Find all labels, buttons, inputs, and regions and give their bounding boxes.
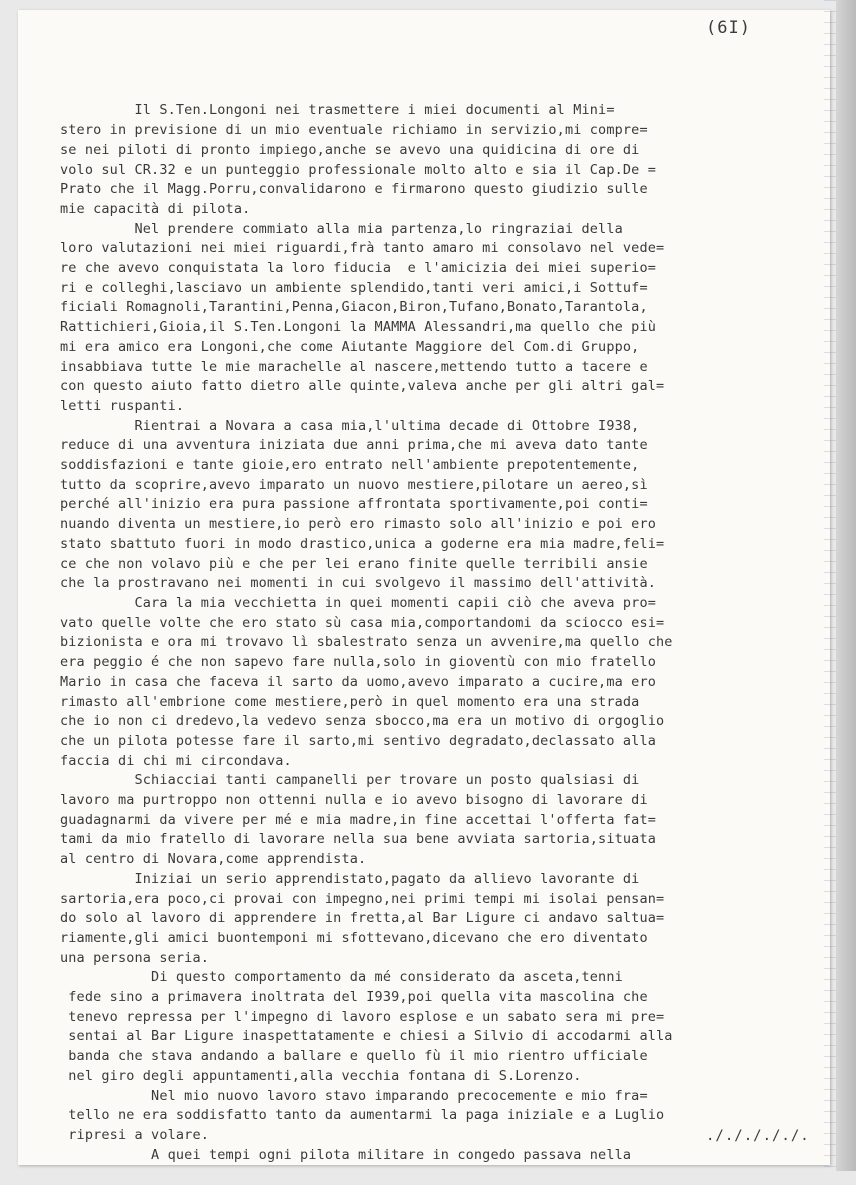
text-line: insabbiava tutte le mie marachelle al nascere,mettendo tutto a tacere e — [60, 358, 648, 375]
text-line: perché all'inizio era pura passione affrontata sportivamente,poi conti= — [60, 496, 648, 513]
text-line: faccia di chi mi circondava. — [60, 752, 292, 769]
text-line: ri e colleghi,lasciavo un ambiente splendido,tanti veri amici,i Sottuf= — [60, 279, 648, 296]
text-line: fede sino a primavera inoltrata del I939,poi quella vita mascolina che — [60, 989, 648, 1006]
text-line: lavoro ma purtroppo non ottenni nulla e io avevo bisogno di lavorare di — [60, 792, 648, 809]
text-line: rimasto all'embrione come mestiere,però in quel momento era una strada — [60, 693, 640, 710]
text-line: nel giro degli appuntamenti,alla vecchia fontana di S.Lorenzo. — [60, 1067, 582, 1084]
text-line: nuando diventa un mestiere,io però ero rimasto solo all'inizio e poi ero — [60, 516, 656, 533]
text-line: mie capacità di pilota. — [60, 200, 251, 217]
text-line: reduce di una avventura iniziata due anni prima,che mi aveva dato tante — [60, 437, 648, 454]
text-line: Nel prendere commiato alla mia partenza,lo ringraziai della — [60, 220, 623, 237]
text-line: do solo al lavoro di apprendere in fretta,al Bar Ligure ci andavo saltua= — [60, 910, 665, 927]
text-line: soddisfazioni e tante gioie,ero entrato nell'ambiente prepotentemente, — [60, 457, 640, 474]
text-line: al centro di Novara,come apprendista. — [60, 851, 367, 868]
text-line: se nei piloti di pronto impiego,anche se avevo una quidicina di ore di — [60, 141, 640, 158]
text-line: tami da mio fratello di lavorare nella sua bene avviata sartoria,situata — [60, 831, 656, 848]
text-line: Nel mio nuovo lavoro stavo imparando precocemente e mio fra= — [60, 1087, 648, 1104]
text-line: stero in previsione di un mio eventuale richiamo in servizio,mi compre= — [60, 122, 648, 139]
text-line: vato quelle volte che ero stato sù casa mia,comportandomi da sciocco esi= — [60, 614, 665, 631]
text-line: sartoria,era poco,ci provai con impegno,nei primi tempi mi isolai pensan= — [60, 890, 665, 907]
scan-edge — [836, 0, 856, 1171]
text-line: tenevo repressa per l'impegno di lavoro esplose e un sabato sera mi pre= — [60, 1008, 665, 1025]
text-line: loro valutazioni nei miei riguardi,frà tanto amaro mi consolavo nel vede= — [60, 240, 665, 257]
text-line: ficiali Romagnoli,Tarantini,Penna,Giacon,Biron,Tufano,Bonato,Tarantola, — [60, 299, 648, 316]
text-line: re che avevo conquistata la loro fiducia e l'amicizia dei miei superio= — [60, 260, 656, 277]
text-line: Prato che il Magg.Porru,convalidarono e firmarono questo giudizio sulle — [60, 181, 648, 198]
text-line: tutto da scoprire,avevo imparato un nuovo mestiere,pilotare un aereo,sì — [60, 476, 648, 493]
text-line: che io non ci dredevo,la vedevo senza sbocco,ma era un motivo di orgoglio — [60, 713, 665, 730]
text-line: Di questo comportamento da mé considerato da asceta,tenni — [60, 969, 623, 986]
text-line: ce che non volavo più e che per lei erano finite quelle terribili ansie — [60, 555, 648, 572]
page-number: (6I) — [706, 18, 751, 38]
text-line: A quei tempi ogni pilota militare in congedo passava nella — [60, 1146, 632, 1163]
text-line: volo sul CR.32 e un punteggio professionale molto alto e sia il Cap.De = — [60, 161, 656, 178]
text-line: bizionista e ora mi trovavo lì sbalestrato senza un avvenire,ma quello che — [60, 634, 673, 651]
text-lines — [60, 101, 820, 1165]
text-line: ripresi a volare. — [60, 1126, 209, 1143]
text-line: Il S.Ten.Longoni nei trasmettere i miei documenti al Mini= — [60, 102, 615, 119]
text-line: Rattichieri,Gioia,il S.Ten.Longoni la MAMMA Alessandri,ma quello che più — [60, 319, 656, 336]
text-line: Schiacciai tanti campanelli per trovare un posto qualsiasi di — [60, 772, 640, 789]
text-line: Rientrai a Novara a casa mia,l'ultima decade di Ottobre I938, — [60, 417, 640, 434]
text-line: letti ruspanti. — [60, 397, 185, 414]
text-line: sentai al Bar Ligure inaspettatamente e chiesi a Silvio di accodarmi alla — [60, 1028, 673, 1045]
text-line: banda che stava andando a ballare e quello fù il mio rientro ufficiale — [60, 1048, 648, 1065]
text-line: con questo aiuto fatto dietro alle quinte,valeva anche per gli altri gal= — [60, 378, 665, 395]
text-line: Cara la mia vecchietta in quei momenti capii ciò che aveva pro= — [60, 594, 656, 611]
text-line: Iniziai un serio apprendistato,pagato da allievo lavorante di — [60, 870, 640, 887]
text-line: era peggio é che non sapevo fare nulla,solo in gioventù con mio fratello — [60, 654, 656, 671]
text-line: guadagnarmi da vivere per mé e mia madre,in fine accettai l'offerta fat= — [60, 811, 656, 828]
text-line: tello ne era soddisfatto tanto da aumentarmi la paga iniziale e a Luglio — [60, 1107, 665, 1124]
typewritten-body — [60, 62, 820, 1185]
text-line: riamente,gli amici buontemponi mi sfottevano,dicevano che ero diventato — [60, 929, 648, 946]
text-line: mi era amico era Longoni,che come Aiutante Maggiore del Com.di Gruppo, — [60, 338, 640, 355]
graph-paper-edge — [824, 0, 836, 1171]
text-line: che un pilota potesse fare il sarto,mi sentivo degradato,declassato alla — [60, 732, 656, 749]
text-line: Mario in casa che faceva il sarto da uomo,avevo imparato a cucire,ma ero — [60, 673, 656, 690]
text-line: che la prostravano nei momenti in cui svolgevo il massimo dell'attività. — [60, 575, 656, 592]
text-line: una persona seria. — [60, 949, 209, 966]
text-line: stato sbattuto fuori in modo drastico,unica a goderne era mia madre,feli= — [60, 535, 665, 552]
continuation-mark: ./././././. — [706, 1128, 810, 1144]
